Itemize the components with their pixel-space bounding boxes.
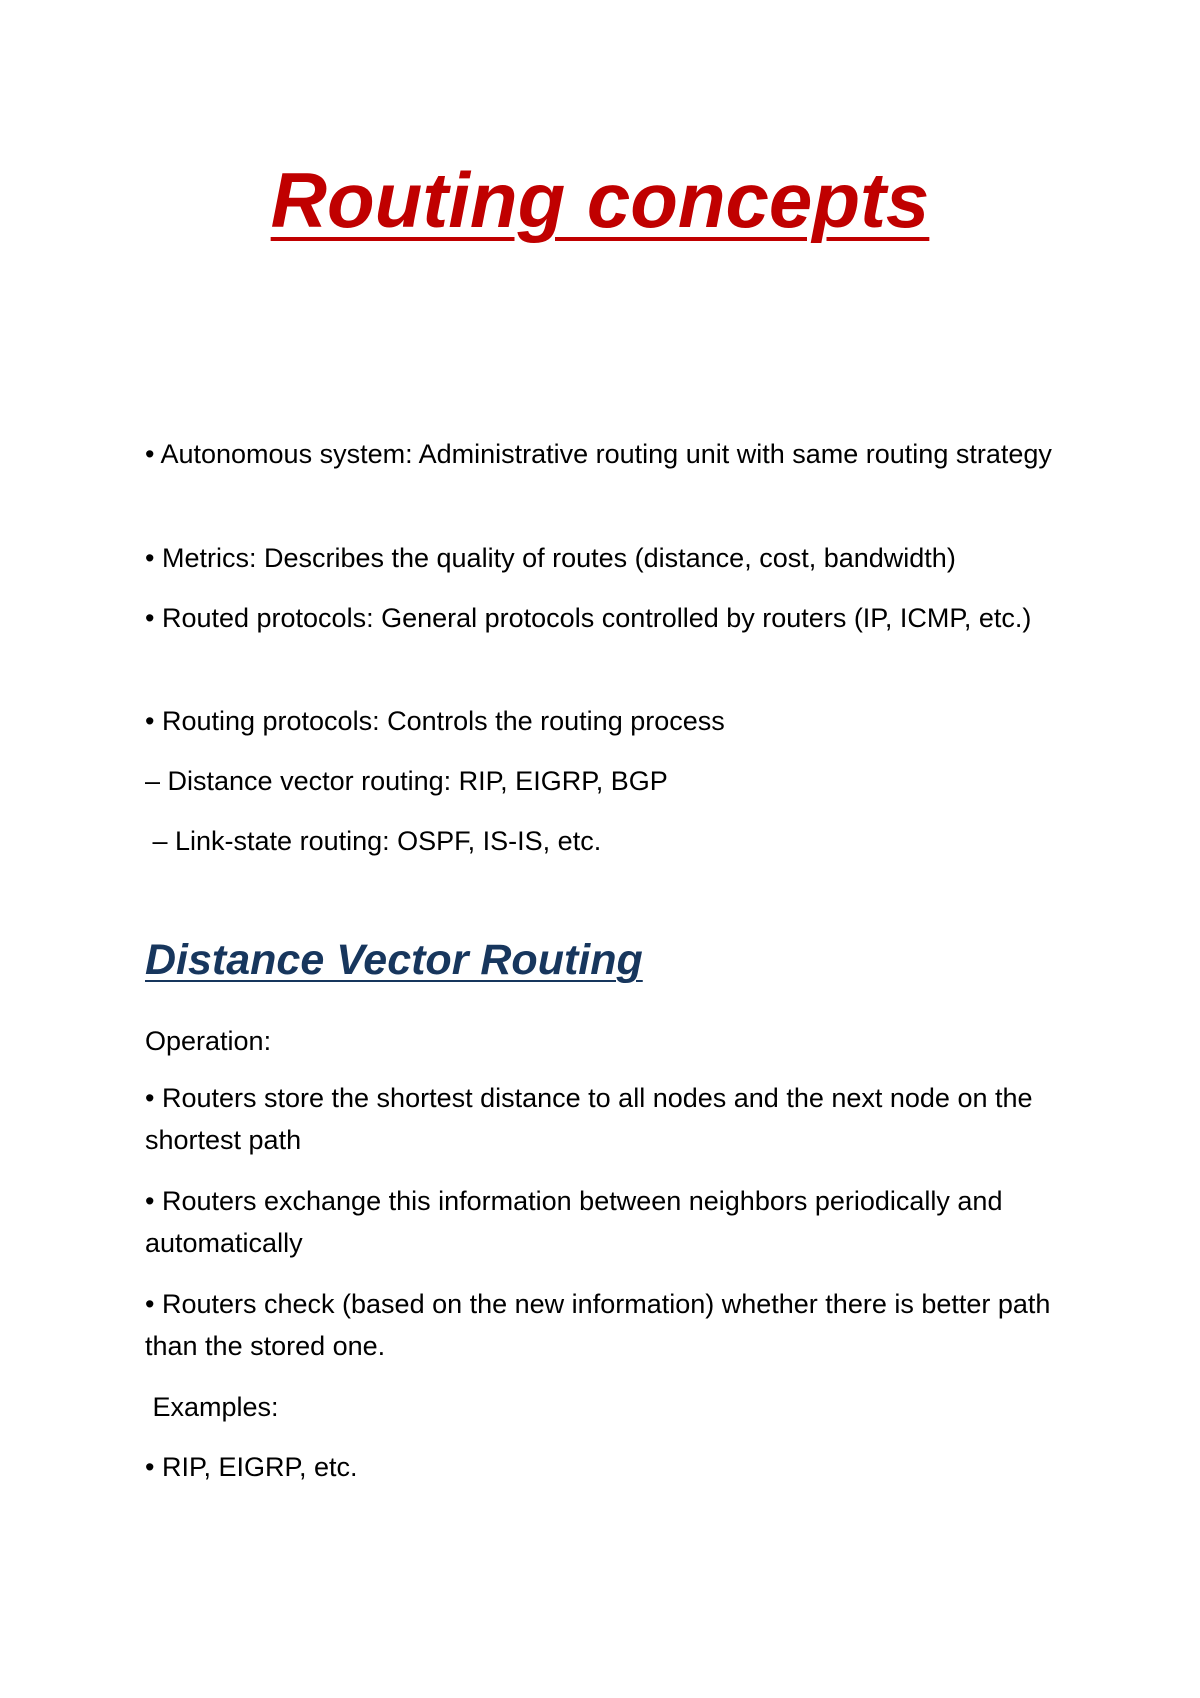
concept-routed-protocols: • Routed protocols: General protocols controlled by routers (IP, ICMP, etc.) <box>145 603 1032 633</box>
concept-routing-protocols: • Routing protocols: Controls the routing process <box>145 706 725 736</box>
operation-item-exchange: • Routers exchange this information between neighbors periodically and automatically <box>145 1186 1003 1258</box>
operation-item-store: • Routers store the shortest distance to all nodes and the next node on the shortest path <box>145 1083 1033 1155</box>
concept-link-state: – Link-state routing: OSPF, IS-IS, etc. <box>145 826 602 856</box>
concept-metrics: • Metrics: Describes the quality of routes (distance, cost, bandwidth) <box>145 543 956 573</box>
examples-label: Examples: <box>145 1392 279 1422</box>
operation-item-check: • Routers check (based on the new information) whether there is better path than the stored one. <box>145 1289 1051 1361</box>
page-title: Routing concepts <box>270 156 930 244</box>
section-heading: Distance Vector Routing <box>145 936 643 984</box>
examples-item: • RIP, EIGRP, etc. <box>145 1452 358 1482</box>
concept-autonomous-system: • Autonomous system: Administrative routing unit with same routing strategy <box>145 439 1052 469</box>
operation-label: Operation: <box>145 1026 272 1056</box>
concept-distance-vector: – Distance vector routing: RIP, EIGRP, BGP <box>145 766 668 796</box>
